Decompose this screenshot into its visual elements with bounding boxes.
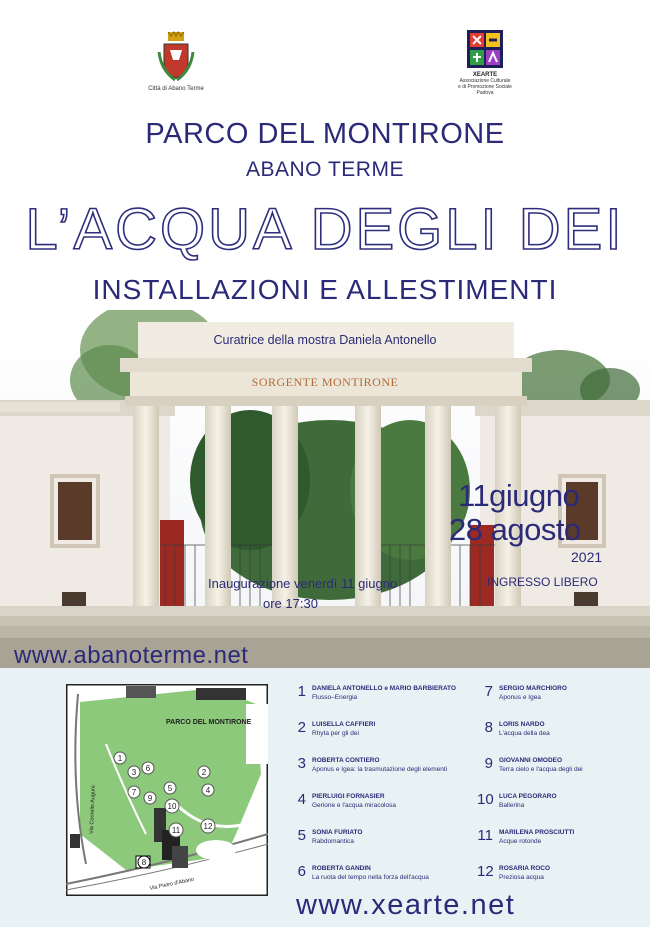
svg-text:2: 2 — [201, 768, 207, 777]
installation-number: 10 — [477, 791, 494, 808]
map-marker-11 — [169, 823, 183, 837]
subtitle: INSTALLAZIONI E ALLESTIMENTI — [92, 274, 558, 305]
installation-artist: ROBERTA GANDIN — [312, 865, 371, 872]
installation-artist: PIERLUIGI FORNASIER — [312, 793, 385, 800]
installation-artist: SONIA FURIATO — [312, 829, 363, 836]
map-marker-3 — [128, 766, 140, 778]
xearte-mark-icon — [467, 30, 503, 68]
installation-number: 12 — [477, 863, 494, 880]
installation-title: Preziosa acqua — [499, 874, 544, 881]
installation-number: 3 — [297, 755, 306, 772]
xearte-name: XEARTE — [472, 72, 498, 78]
installation-artist: GIOVANNI OMODEO — [499, 757, 563, 764]
svg-text:8: 8 — [141, 858, 147, 867]
installation-artist: DANIELA ANTONELLO e MARIO BARBIERATO — [312, 685, 456, 692]
map-label: PARCO DEL MONTIRONE — [166, 719, 252, 726]
svg-text:11: 11 — [171, 826, 181, 835]
installation-item — [290, 685, 480, 719]
installation-number: 1 — [297, 683, 306, 700]
installation-item — [477, 793, 650, 827]
svg-text:5: 5 — [167, 784, 173, 793]
installation-number: 8 — [484, 719, 493, 736]
installation-title: Ballerina — [499, 802, 525, 809]
installation-item — [290, 757, 480, 791]
installation-title: La ruota del tempo nella forza dell'acqua — [312, 874, 429, 881]
installation-item — [477, 721, 650, 755]
map-marker-12 — [201, 819, 215, 833]
installation-item — [290, 721, 480, 755]
installation-title: Rabdomantica — [312, 838, 354, 845]
svg-text:4: 4 — [205, 786, 211, 795]
xearte-desc-1: Associazione Culturale — [459, 78, 511, 84]
svg-text:7: 7 — [131, 788, 137, 797]
end-date: 28 agosto — [449, 512, 581, 547]
svg-text:6: 6 — [145, 764, 151, 773]
map-marker-9 — [144, 792, 156, 804]
map-street-1: Via Cornelio Augure — [89, 785, 97, 835]
opening-time: ore 17:30 — [263, 596, 318, 611]
installation-title: Terra cielo e l'acqua degli dei — [499, 766, 583, 773]
curator-line: Curatrice della mostra Daniela Antonello — [213, 333, 437, 347]
free-entry: INGRESSO LIBERO — [487, 575, 598, 589]
main-title: L’ACQUA DEGLI DEI — [25, 197, 625, 262]
xearte-desc-2: e di Promozione Sociale — [458, 84, 512, 90]
installation-artist: SERGIO MARCHIORO — [499, 685, 567, 692]
installation-number: 7 — [484, 683, 493, 700]
installation-artist: ROSARIA ROCO — [499, 865, 551, 872]
park-map — [66, 684, 268, 896]
installation-number: 5 — [297, 827, 306, 844]
gate-sign: SORGENTE MONTIRONE — [251, 375, 399, 389]
installation-artist: MARILENA PROSCIUTTI — [499, 829, 575, 836]
installation-number: 2 — [297, 719, 306, 736]
park-title: PARCO DEL MONTIRONE — [145, 118, 505, 150]
installation-artist: LUISELLA CAFFIERI — [312, 721, 376, 728]
map-marker-5 — [164, 782, 176, 794]
installation-title: Aponus e Igea — [499, 694, 541, 701]
city-title: ABANO TERME — [246, 158, 404, 181]
installation-artist: LUCA PEGORARO — [499, 793, 557, 800]
installation-title: Acque rotonde — [499, 838, 542, 845]
installation-title: Rhyta per gli dei — [312, 730, 359, 737]
installation-number: 6 — [297, 863, 306, 880]
xearte-logo — [440, 30, 530, 96]
year: 2021 — [571, 549, 603, 565]
installation-artist: ROBERTA CONTIERO — [312, 757, 380, 764]
map-marker-10 — [165, 799, 179, 813]
installation-item — [290, 829, 480, 863]
map-marker-2 — [198, 766, 210, 778]
installation-item — [477, 757, 650, 791]
installation-number: 9 — [484, 755, 493, 772]
map-marker-7 — [128, 786, 140, 798]
svg-text:1: 1 — [117, 754, 123, 763]
map-marker-1 — [114, 752, 126, 764]
installation-title: L'acqua della dea — [499, 730, 550, 737]
svg-text:10: 10 — [167, 802, 177, 811]
map-marker-6 — [142, 762, 154, 774]
installation-item — [477, 829, 650, 863]
installation-title: Aponus e Igea: la trasmutazione degli elementi — [312, 766, 448, 773]
city-crest-icon — [157, 30, 195, 82]
abanoterme-link[interactable]: www.abanoterme.net — [14, 642, 249, 669]
opening-line: Inaugurazione venerdì 11 giugno — [208, 576, 398, 591]
installation-title: Flusso–Energia — [312, 694, 358, 701]
installation-number: 11 — [477, 827, 493, 844]
map-street-2: Via Pietro d'Abano — [149, 876, 195, 892]
installation-number: 4 — [297, 791, 306, 808]
xearte-desc-3: Padova — [476, 90, 494, 96]
svg-text:9: 9 — [147, 794, 153, 803]
installation-artist: LORIS NARDO — [499, 721, 545, 728]
start-date: 11giugno — [458, 478, 580, 513]
map-marker-4 — [202, 784, 214, 796]
svg-text:3: 3 — [131, 768, 137, 777]
installation-item — [290, 793, 480, 827]
city-logo — [131, 30, 221, 92]
xearte-link[interactable]: www.xearte.net — [296, 889, 516, 921]
svg-text:12: 12 — [203, 822, 213, 831]
city-logo-caption: Città di Abano Terme — [148, 86, 204, 92]
installation-item — [477, 685, 650, 719]
map-marker-8 — [138, 856, 150, 868]
installation-title: Gerione e l'acqua miracolosa — [312, 802, 396, 809]
